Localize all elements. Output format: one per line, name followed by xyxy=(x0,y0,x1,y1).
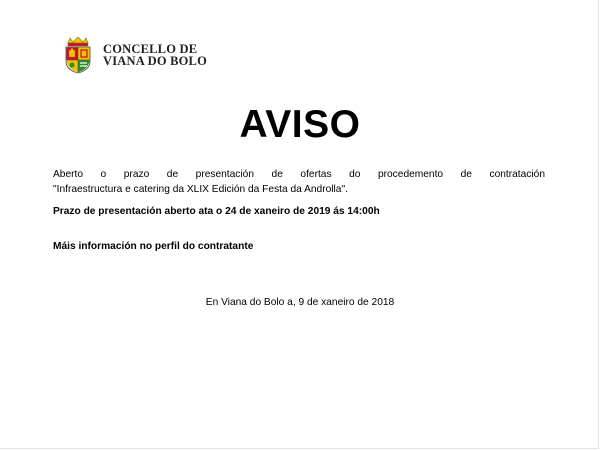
letterhead xyxy=(59,36,207,74)
place-and-date: En Viana do Bolo a, 9 de xaneiro de 2018 xyxy=(205,297,395,308)
organization-name-line2: VIANA DO BOLO xyxy=(103,54,208,68)
more-info-note: Máis información no perfil do contratante xyxy=(53,241,254,252)
tender-announcement xyxy=(53,167,545,197)
coat-of-arms-icon xyxy=(59,36,97,74)
tender-announcement-line2: "Infraestructura e catering da XLIX Edición da Festa da Androlla". xyxy=(53,184,348,195)
tender-announcement-line1: Aberto o prazo de presentación de ofertas do procedemento de contratación xyxy=(53,169,545,180)
organization-name-line1: CONCELLO DE xyxy=(103,42,198,56)
submission-deadline: Prazo de presentación aberto ata o 24 de xaneiro de 2019 ás 14:00h xyxy=(53,206,380,217)
notice-title: AVISO xyxy=(239,103,361,146)
organization-name xyxy=(103,43,207,67)
